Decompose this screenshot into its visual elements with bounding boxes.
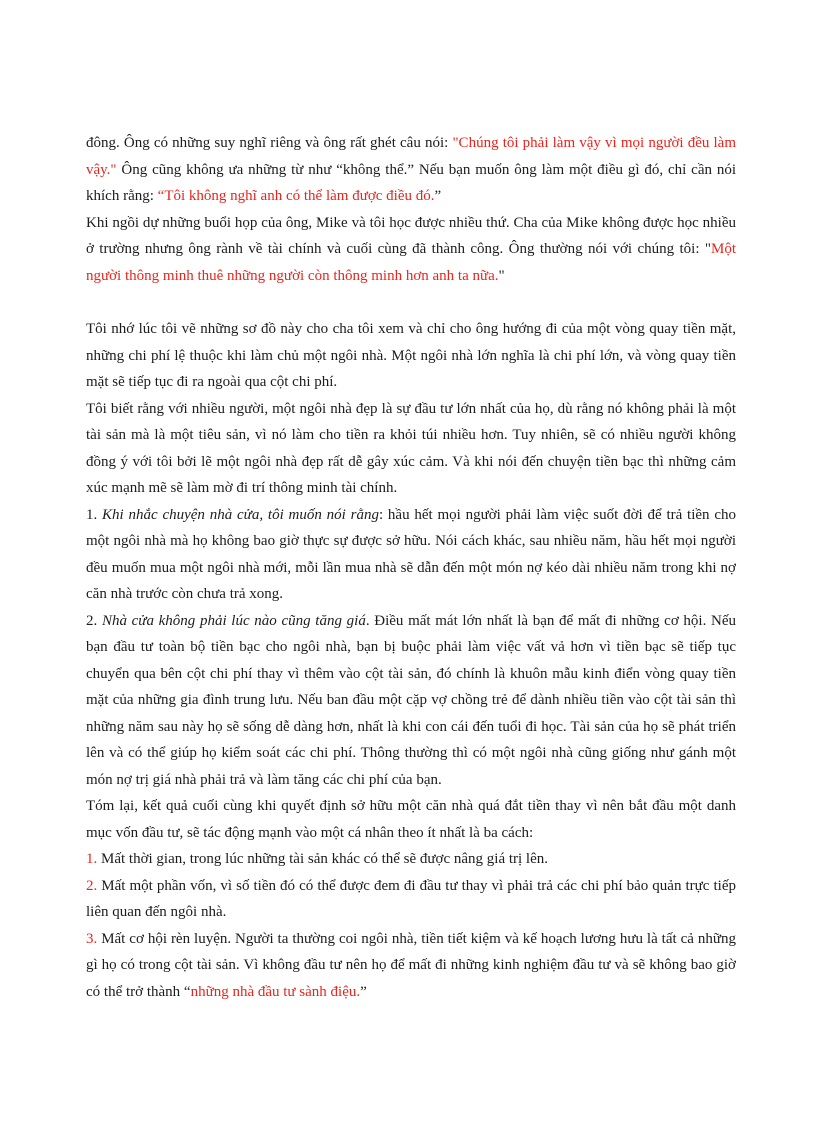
para-meetings xyxy=(86,210,736,290)
para-point-2-house-value xyxy=(86,608,736,794)
text-segment-normal: Mất cơ hội rèn luyện. Người ta thường coi ngôi nhà, tiền tiết kiệm và kế hoạch lương hưu là tất cả những gì họ có trong cột tài sản. Vì không đầu tư nên họ để mất đi những kinh nghiệm đầu tư và sẽ không bao giờ có thể trở thành “ xyxy=(86,930,736,1000)
text-segment-normal: đông. Ông có những suy nghĩ riêng và ông rất ghét câu nói: xyxy=(86,135,453,151)
text-segment-normal: Tôi nhớ lúc tôi vẽ những sơ đồ này cho cha tôi xem và chỉ cho ông hướng đi của một vòng quay tiền mặt, những chi phí lệ thuộc khi làm chủ một ngôi nhà. Một ngôi nhà lớn nghĩa là chi phí lớn, và vòng quay tiền mặt sẽ tiếp tục đi ra ngoài qua cột chi phí. xyxy=(86,321,736,390)
text-segment-normal: Khi ngồi dự những buổi họp của ông, Mike và tôi học được nhiều thứ. Cha của Mike không được học nhiều ở trường nhưng ông rành về tài chính và cuối cùng đã thành công. Ông thường nói với chúng tôi: " xyxy=(86,214,736,257)
text-segment-normal: " xyxy=(498,267,505,284)
text-segment-red: 2. xyxy=(86,877,98,894)
para-loss-3-education xyxy=(86,926,736,1006)
text-segment-italic: Nhà cửa không phải lúc nào cũng tăng giá xyxy=(101,612,366,629)
para-house-not-asset xyxy=(86,396,736,502)
text-segment-normal: Mất thời gian, trong lúc những tài sản khác có thể sẽ được nâng giá trị lên. xyxy=(97,851,549,867)
para-boss-sayings xyxy=(86,130,736,210)
text-segment-red: những nhà đầu tư sành điệu. xyxy=(190,983,361,1000)
para-summary xyxy=(86,793,736,846)
para-cashflow-diagram xyxy=(86,316,736,396)
text-segment-normal: Ông cũng không ưa những từ như “không thể.” Nếu bạn muốn ông làm một điều gì đó, chỉ cần nói khích rằng: xyxy=(86,161,736,204)
text-segment-red: 3. xyxy=(86,930,98,947)
text-segment-normal: Tóm lại, kết quả cuối cùng khi quyết định sở hữu một căn nhà quá đắt tiền thay vì nên bắt đầu một danh mục vốn đầu tư, sẽ tác động mạnh vào một cá nhân theo ít nhất là ba cách: xyxy=(86,798,736,841)
text-segment-normal: ” xyxy=(434,188,442,204)
text-segment-normal: 2. xyxy=(86,612,102,629)
text-segment-normal: . Điều mất mát lớn nhất là bạn để mất đi những cơ hội. Nếu bạn đầu tư toàn bộ tiền bạc cho ngôi nhà, bạn bị buộc phải làm việc vất vả hơn vì tiền bạc sẽ tiếp tục chuyển qua bên cột chi phí thay vì thêm vào cột tài sản, đó chính là khuôn mẫu kinh điển vòng quay tiền mặt của những gia đình trung lưu. Nếu ban đầu một cặp vợ chồng trẻ để dành nhiều tiền vào cột tài sản thì những năm sau này họ sẽ sống dễ dàng hơn, nhất là khi con cái đến tuổi đi học. Tài sản của họ sẽ phát triển lên và có thể giúp họ kiểm soát các chi phí. Thông thường thì có một ngôi nhà cũng giống như gánh một món nợ trị giá nhà phải trả và làm tăng các chi phí của bạn. xyxy=(86,612,737,788)
para-point-1-house-talk xyxy=(86,502,736,608)
text-segment-red: Một người thông minh thuê những người còn thông minh hơn anh ta nữa. xyxy=(86,241,736,284)
text-segment-red: "Chúng tôi phải làm vậy vì mọi người đều làm vậy." xyxy=(86,135,736,178)
text-segment-normal: : hầu hết mọi người phải làm việc suốt đời để trả tiền cho một ngôi nhà mà họ không bao giờ thực sự được sở hữu. Nói cách khác, sau nhiều năm, hầu hết mọi người đều muốn mua một ngôi nhà mới, mỗi lần mua nhà sẽ dẫn đến một món nợ kéo dài nhiều năm trong khi nợ căn nhà trước còn chưa trả xong. xyxy=(86,506,736,602)
text-segment-italic: Khi nhắc chuyện nhà cửa, tôi muốn nói rằng xyxy=(102,506,379,523)
text-segment-red: “Tôi không nghĩ anh có thể làm được điều đó. xyxy=(157,188,435,204)
text-segment-normal: 1. xyxy=(86,506,103,523)
text-segment-red: 1. xyxy=(86,851,98,867)
text-segment-normal: Mất một phần vốn, vì số tiền đó có thể được đem đi đầu tư thay vì phải trả các chi phí bảo quản trực tiếp liên quan đến ngôi nhà. xyxy=(86,877,736,920)
text-column xyxy=(86,130,736,1005)
para-loss-1-time xyxy=(86,846,736,873)
text-segment-normal: Tôi biết rằng với nhiều người, một ngôi nhà đẹp là sự đầu tư lớn nhất của họ, dù rằng nó không phải là một tài sản mà là một tiêu sản, vì nó làm cho tiền ra khỏi túi nhiều hơn. Tuy nhiên, sẽ có nhiều người không đồng ý với tôi bởi lẽ một ngôi nhà đẹp rất dễ gây xúc cảm. Và khi nói đến chuyện tiền bạc thì những cảm xúc mạnh mẽ sẽ làm mờ đi trí thông minh tài chính. xyxy=(86,400,736,496)
text-segment-normal: ” xyxy=(360,983,367,1000)
para-loss-2-capital xyxy=(86,873,736,926)
